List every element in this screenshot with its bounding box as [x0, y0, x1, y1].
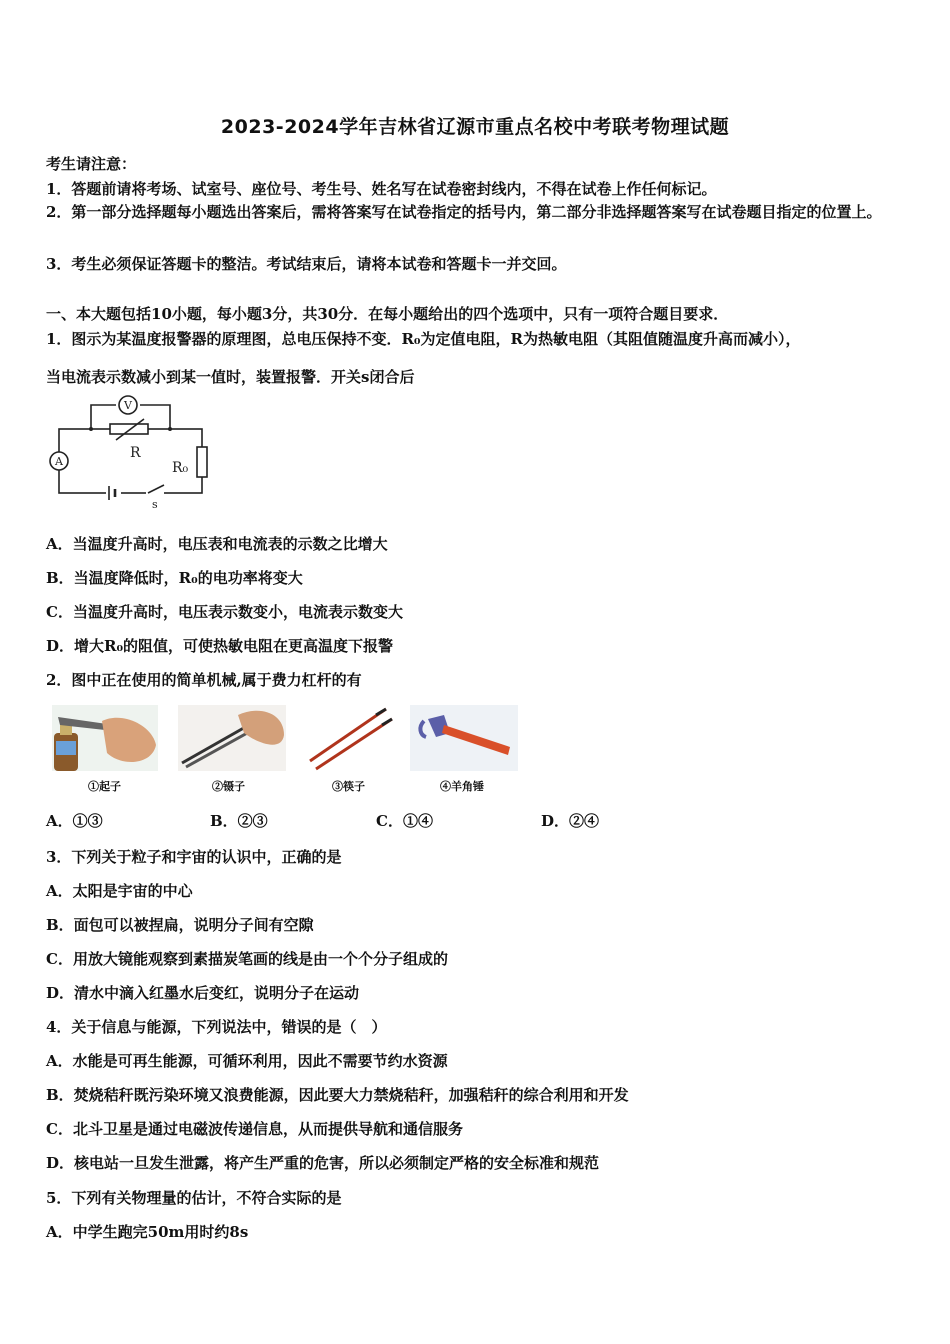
q1-stem-part: 为定值电阻，R为热敏电阻（其阻值随温度升高而减小），	[420, 330, 801, 348]
option: D．②④	[541, 812, 600, 830]
claw-hammer-image	[410, 705, 518, 771]
r-label: R	[130, 445, 141, 461]
bottle-opener-image	[52, 705, 158, 771]
junction-dot	[89, 427, 93, 431]
question-stem: 5．下列有关物理量的估计，不符合实际的是	[46, 1189, 342, 1207]
chopsticks-image	[306, 705, 396, 771]
tweezers-image	[178, 705, 286, 771]
voltmeter-label: V	[124, 399, 132, 412]
option: D．增大R₀的阻值，可使热敏电阻在更高温度下报警	[46, 637, 394, 655]
ammeter-label: A	[55, 455, 63, 468]
page-title: 2023-2024学年吉林省辽源市重点名校中考联考物理试题	[220, 116, 730, 138]
image-caption: ①起子	[88, 780, 121, 793]
option: C．①④	[376, 812, 433, 830]
q1-stem-part: 1．图示为某温度报警器的原理图，总电压保持不变．	[46, 330, 402, 348]
question-stem: 4．关于信息与能源，下列说法中，错误的是（ ）	[46, 1018, 387, 1036]
section-heading: 一、本大题包括10小题，每小题3分，共30分．在每小题给出的四个选项中，只有一项符合题目要求．	[46, 305, 729, 323]
switch-label: s	[152, 498, 158, 511]
resistor-r0-icon	[197, 447, 207, 477]
option: B．②③	[210, 812, 268, 830]
junction-dot	[168, 427, 172, 431]
option: D．清水中滴入红墨水后变红，说明分子在运动	[46, 984, 360, 1002]
option: C．当温度升高时，电压表示数变小，电流表示数变大	[46, 603, 403, 621]
option: D．核电站一旦发生泄露，将产生严重的危害，所以必须制定严格的安全标准和规范	[46, 1154, 600, 1172]
option: C．用放大镜能观察到素描炭笔画的线是由一个个分子组成的	[46, 950, 448, 968]
image-caption: ④羊角锤	[440, 780, 484, 793]
notice-item: 1．答题前请将考场、试室号、座位号、考生号、姓名写在试卷密封线内，不得在试卷上作任何标记。	[46, 180, 717, 198]
question-stem	[46, 328, 800, 349]
option: A．当温度升高时，电压表和电流表的示数之比增大	[46, 535, 388, 553]
option: B．当温度降低时，R₀的电功率将变大	[46, 569, 303, 587]
question-stem: 当电流表示数减小到某一值时，装置报警．开关s闭合后	[46, 368, 415, 386]
option: A．中学生跑完50m用时约8s	[46, 1223, 249, 1241]
option: A．①③	[46, 812, 103, 830]
circuit-diagram	[46, 392, 221, 512]
notice-item: 2．第一部分选择题每小题选出答案后，需将答案写在试卷指定的括号内，第二部分非选择题答案写在试卷题目指定的位置上。	[46, 203, 882, 221]
option: B．焚烧秸秆既污染环境又浪费能源，因此要大力禁烧秸秆，加强秸秆的综合利用和开发	[46, 1086, 629, 1104]
option: A．水能是可再生能源，可循环利用，因此不需要节约水资源	[46, 1052, 448, 1070]
question-stem: 2．图中正在使用的简单机械,属于费力杠杆的有	[46, 671, 362, 689]
r0-label: R₀	[172, 460, 189, 476]
option: B．面包可以被捏扁，说明分子间有空隙	[46, 916, 314, 934]
thermistor-icon	[110, 424, 148, 434]
image-caption: ③筷子	[332, 780, 365, 793]
option: C．北斗卫星是通过电磁波传递信息，从而提供导航和通信服务	[46, 1120, 463, 1138]
notice-heading: 考生请注意：	[46, 155, 137, 173]
notice-item: 3．考生必须保证答题卡的整洁。考试结束后，请将本试卷和答题卡一并交回。	[46, 255, 567, 273]
image-caption: ②镊子	[212, 780, 245, 793]
r0-symbol: R₀	[401, 330, 421, 348]
question-stem: 3．下列关于粒子和宇宙的认识中，正确的是	[46, 848, 342, 866]
option: A．太阳是宇宙的中心	[46, 882, 193, 900]
